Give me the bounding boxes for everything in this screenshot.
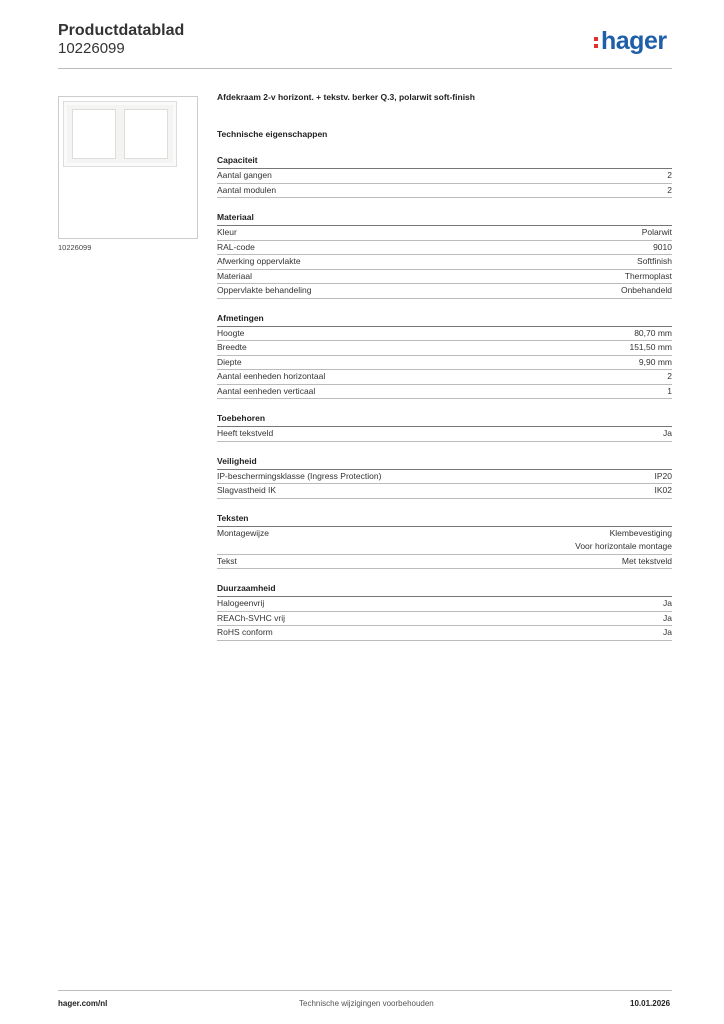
section-heading: Materiaal <box>217 212 672 226</box>
spec-row <box>217 341 672 356</box>
spec-row <box>217 226 672 241</box>
spec-section <box>217 513 672 570</box>
spec-label: Breedte <box>217 342 247 352</box>
spec-value <box>663 597 672 611</box>
spec-value-line: 151,50 mm <box>629 342 672 352</box>
spec-label: Tekst <box>217 555 237 566</box>
spec-value-line: 80,70 mm <box>634 327 672 338</box>
spec-value-line: Softfinish <box>637 256 672 266</box>
spec-label: Kleur <box>217 227 237 237</box>
spec-label: RoHS conform <box>217 627 273 637</box>
footer-date: 10.01.2026 <box>630 999 671 1008</box>
spec-section <box>217 313 672 400</box>
spec-value <box>667 184 672 198</box>
spec-value <box>625 270 672 284</box>
section-heading: Teksten <box>217 513 672 527</box>
spec-value <box>653 241 672 255</box>
spec-value-line: Thermoplast <box>624 270 672 281</box>
spec-row <box>217 555 672 570</box>
spec-value <box>637 255 672 269</box>
spec-value-line: 1 <box>667 385 672 396</box>
spec-label: Aantal gangen <box>217 170 272 180</box>
section-heading: Toebehoren <box>217 413 672 427</box>
spec-label: Afwerking oppervlakte <box>217 256 301 266</box>
spec-label: Diepte <box>217 356 242 367</box>
spec-value <box>663 626 672 640</box>
spec-label: Slagvastheid IK <box>217 485 277 495</box>
spec-value-line: Voor horizontale montage <box>575 541 672 551</box>
spec-section <box>217 456 672 499</box>
image-caption: 10226099 <box>58 243 92 252</box>
spec-value-line: Onbehandeld <box>620 285 672 295</box>
section-heading: Duurzaamheid <box>217 583 672 597</box>
spec-row <box>217 370 672 385</box>
footer-note: Technische wijzigingen voorbehouden <box>299 999 434 1008</box>
frame-opening-right <box>124 109 168 159</box>
spec-row <box>217 527 672 555</box>
hager-logo <box>594 27 667 56</box>
spec-content <box>217 92 672 641</box>
spec-section <box>217 212 672 299</box>
product-code: 10226099 <box>58 40 125 57</box>
spec-section <box>217 583 672 641</box>
spec-value <box>639 356 672 370</box>
spec-value-line: 2 <box>667 170 672 180</box>
spec-label: Montagewijze <box>217 527 269 538</box>
spec-sections <box>217 155 672 641</box>
logo-text: hager <box>601 27 667 55</box>
spec-row <box>217 284 672 299</box>
spec-row <box>217 385 672 400</box>
footer-website: hager.com/nl <box>58 999 108 1008</box>
spec-value-line: Polarwit <box>641 227 672 237</box>
spec-label: Halogeenvrij <box>217 598 265 608</box>
spec-label: Aantal eenheden verticaal <box>217 385 316 396</box>
spec-value <box>655 470 673 484</box>
spec-row <box>217 184 672 199</box>
spec-row <box>217 270 672 285</box>
spec-label: RAL-code <box>217 241 255 252</box>
spec-label: Materiaal <box>217 270 252 281</box>
document-title: Productdatablad <box>58 22 185 39</box>
spec-section <box>217 413 672 442</box>
spec-label: Aantal modulen <box>217 184 277 195</box>
spec-row <box>217 356 672 371</box>
logo-dots-icon <box>594 34 599 51</box>
spec-value-line: 2 <box>667 371 672 381</box>
spec-value <box>642 226 672 240</box>
spec-value <box>667 385 672 399</box>
section-heading: Afmetingen <box>217 313 672 327</box>
frame-opening-left <box>72 109 116 159</box>
spec-value <box>629 341 672 355</box>
spec-row <box>217 612 672 627</box>
spec-row <box>217 169 672 184</box>
spec-value <box>667 370 672 384</box>
spec-value <box>667 169 672 183</box>
spec-row <box>217 484 672 499</box>
spec-value <box>663 427 672 441</box>
spec-value-line: IP20 <box>654 470 672 481</box>
spec-value-line: 9,90 mm <box>638 356 672 367</box>
tech-properties-heading: Technische eigenschappen <box>217 129 328 139</box>
spec-value-line: 9010 <box>653 241 672 252</box>
spec-value-line: Ja <box>663 598 672 608</box>
spec-value <box>655 484 673 498</box>
spec-label: Oppervlakte behandeling <box>217 285 312 295</box>
header-divider <box>58 68 672 69</box>
section-heading: Veiligheid <box>217 456 672 470</box>
spec-row <box>217 327 672 342</box>
spec-value-line: 2 <box>667 184 672 195</box>
spec-value-line: Ja <box>663 627 672 637</box>
spec-row <box>217 255 672 270</box>
section-heading: Capaciteit <box>217 155 672 169</box>
spec-value-line: Met tekstveld <box>621 555 672 566</box>
spec-value-line: Klembevestiging <box>609 527 672 538</box>
footer-divider <box>58 990 672 991</box>
spec-row <box>217 470 672 485</box>
spec-row <box>217 597 672 612</box>
spec-value <box>634 327 672 341</box>
spec-label: Hoogte <box>217 327 245 338</box>
spec-value <box>621 284 672 298</box>
spec-value-line: Ja <box>663 612 672 623</box>
spec-value <box>663 612 672 626</box>
spec-section <box>217 155 672 198</box>
cover-frame-illustration <box>63 101 177 167</box>
spec-row <box>217 241 672 256</box>
spec-value-line: Ja <box>663 428 672 438</box>
spec-value <box>575 527 672 554</box>
product-image <box>58 96 198 239</box>
spec-label: REACh-SVHC vrij <box>217 612 286 623</box>
spec-row <box>217 427 672 442</box>
spec-label: Aantal eenheden horizontaal <box>217 371 326 381</box>
spec-value-line: IK02 <box>654 485 672 495</box>
spec-label: Heeft tekstveld <box>217 428 274 438</box>
spec-row <box>217 626 672 641</box>
product-title: Afdekraam 2-v horizont. + tekstv. berker Q.3, polarwit soft-finish <box>217 92 475 102</box>
spec-label: IP-beschermingsklasse (Ingress Protection) <box>217 470 382 481</box>
spec-value <box>622 555 672 569</box>
